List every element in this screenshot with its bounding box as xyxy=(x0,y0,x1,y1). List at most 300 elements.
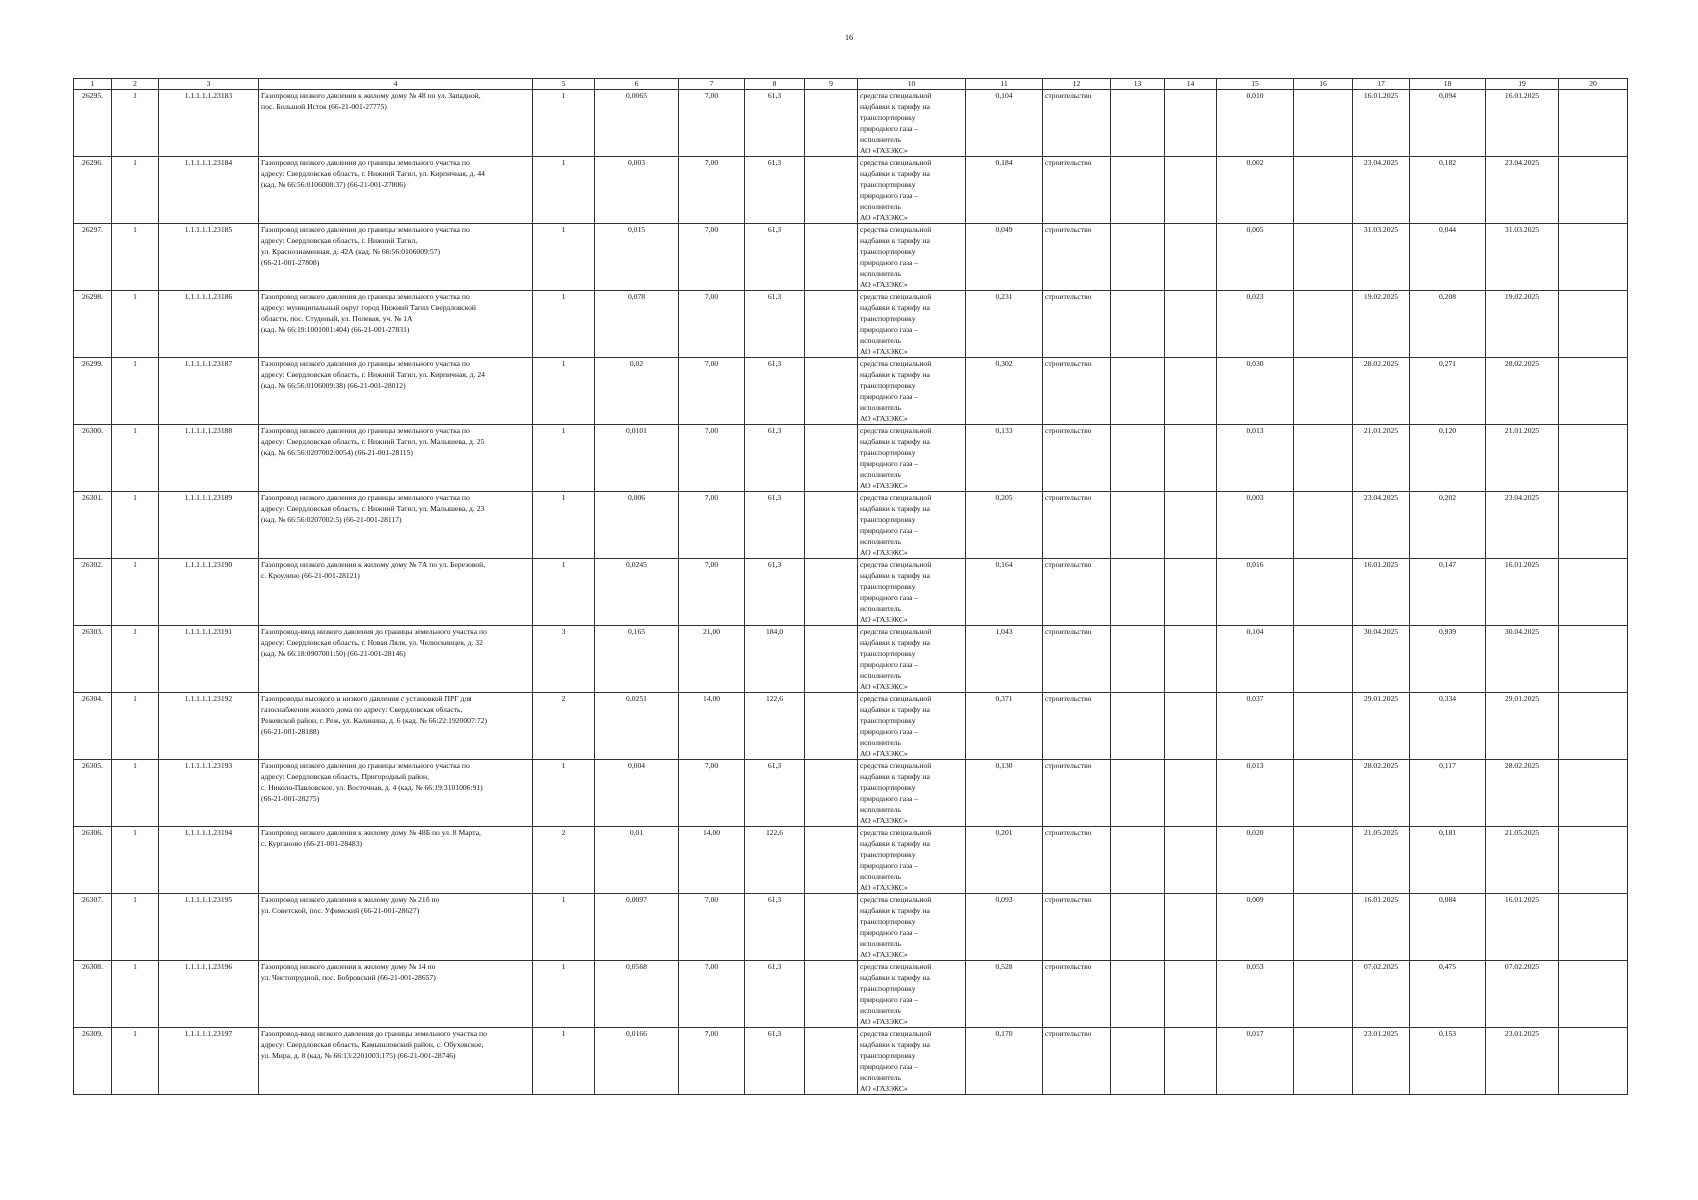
cell-col-4: Газопровод низкого давления до границы земельного участка по адресу: Свердловская область, г. Нижний Тагил, ул. Кирпичная, д. 24 (кад. № 66:56:0106009:38) (66-21-001-28012) xyxy=(259,358,533,425)
cell-col-6: 0,0097 xyxy=(595,894,679,961)
column-header-1: 1 xyxy=(74,79,112,90)
cell-col-13 xyxy=(1111,157,1165,224)
cell-col-15: 0,013 xyxy=(1217,425,1294,492)
cell-col-17: 23.04.2025 xyxy=(1353,157,1410,224)
cell-col-13 xyxy=(1111,559,1165,626)
cell-col-11: 0,231 xyxy=(966,291,1043,358)
column-header-8: 8 xyxy=(745,79,805,90)
cell-col-12: строительство xyxy=(1043,827,1111,894)
cell-col-12: строительство xyxy=(1043,291,1111,358)
cell-col-8: 61,3 xyxy=(745,157,805,224)
cell-col-3: 1.1.1.1.1.23183 xyxy=(159,90,259,157)
cell-col-11: 0,164 xyxy=(966,559,1043,626)
table-row xyxy=(74,626,1628,693)
cell-col-19: 21.05.2025 xyxy=(1486,827,1559,894)
table-row xyxy=(74,1028,1628,1095)
cell-col-9 xyxy=(805,358,858,425)
cell-col-9 xyxy=(805,894,858,961)
cell-col-2: 1 xyxy=(112,157,159,224)
cell-col-10: средства специальной надбавки к тарифу на транспортировку природного газа – исполнитель АО «ГАЗЭКС» xyxy=(858,90,966,157)
cell-col-10: средства специальной надбавки к тарифу на транспортировку природного газа – исполнитель АО «ГАЗЭКС» xyxy=(858,224,966,291)
cell-col-20 xyxy=(1559,827,1628,894)
cell-col-3: 1.1.1.1.1.23187 xyxy=(159,358,259,425)
cell-col-7: 7,00 xyxy=(679,1028,745,1095)
cell-col-11: 0,302 xyxy=(966,358,1043,425)
cell-col-18: 0,120 xyxy=(1410,425,1486,492)
cell-col-6: 0,0251 xyxy=(595,693,679,760)
cell-col-10: средства специальной надбавки к тарифу на транспортировку природного газа – исполнитель АО «ГАЗЭКС» xyxy=(858,827,966,894)
cell-col-7: 7,00 xyxy=(679,894,745,961)
cell-col-14 xyxy=(1165,760,1217,827)
cell-col-5: 3 xyxy=(533,626,595,693)
table-row xyxy=(74,90,1628,157)
cell-col-3: 1.1.1.1.1.23192 xyxy=(159,693,259,760)
cell-col-3: 1.1.1.1.1.23189 xyxy=(159,492,259,559)
cell-col-2: 1 xyxy=(112,961,159,1028)
cell-col-7: 21,00 xyxy=(679,626,745,693)
cell-col-17: 21.05.2025 xyxy=(1353,827,1410,894)
cell-col-18: 0,181 xyxy=(1410,827,1486,894)
cell-col-14 xyxy=(1165,291,1217,358)
cell-col-14 xyxy=(1165,894,1217,961)
cell-col-9 xyxy=(805,626,858,693)
table-row xyxy=(74,157,1628,224)
cell-col-3: 1.1.1.1.1.23196 xyxy=(159,961,259,1028)
cell-col-9 xyxy=(805,157,858,224)
cell-col-9 xyxy=(805,291,858,358)
cell-col-16 xyxy=(1294,760,1353,827)
cell-col-16 xyxy=(1294,425,1353,492)
cell-col-16 xyxy=(1294,492,1353,559)
cell-col-2: 1 xyxy=(112,559,159,626)
cell-col-18: 0,044 xyxy=(1410,224,1486,291)
cell-col-16 xyxy=(1294,358,1353,425)
cell-col-20 xyxy=(1559,425,1628,492)
cell-col-1: 26296. xyxy=(74,157,112,224)
cell-col-1: 26305. xyxy=(74,760,112,827)
cell-col-18: 0,182 xyxy=(1410,157,1486,224)
cell-col-12: строительство xyxy=(1043,492,1111,559)
cell-col-18: 0,094 xyxy=(1410,90,1486,157)
cell-col-6: 0,0101 xyxy=(595,425,679,492)
cell-col-9 xyxy=(805,425,858,492)
cell-col-8: 184,0 xyxy=(745,626,805,693)
table-row xyxy=(74,291,1628,358)
cell-col-15: 0,009 xyxy=(1217,894,1294,961)
cell-col-17: 23.01.2025 xyxy=(1353,1028,1410,1095)
cell-col-2: 1 xyxy=(112,492,159,559)
cell-col-12: строительство xyxy=(1043,961,1111,1028)
investment-program-table xyxy=(73,78,1628,1095)
cell-col-1: 26295. xyxy=(74,90,112,157)
cell-col-15: 0,016 xyxy=(1217,559,1294,626)
cell-col-7: 7,00 xyxy=(679,760,745,827)
cell-col-4: Газопровод низкого давления до границы земельного участка по адресу: Свердловская область, г. Нижний Тагил, ул. Кирпичная, д. 44 (кад. № 66:56:0106008:37) (66-21-001-27806) xyxy=(259,157,533,224)
cell-col-16 xyxy=(1294,626,1353,693)
cell-col-19: 07.02.2025 xyxy=(1486,961,1559,1028)
cell-col-14 xyxy=(1165,492,1217,559)
cell-col-3: 1.1.1.1.1.23190 xyxy=(159,559,259,626)
column-header-15: 15 xyxy=(1217,79,1294,90)
cell-col-13 xyxy=(1111,425,1165,492)
cell-col-9 xyxy=(805,961,858,1028)
cell-col-15: 0,005 xyxy=(1217,224,1294,291)
cell-col-12: строительство xyxy=(1043,425,1111,492)
cell-col-13 xyxy=(1111,961,1165,1028)
cell-col-17: 07.02.2025 xyxy=(1353,961,1410,1028)
cell-col-12: строительство xyxy=(1043,559,1111,626)
cell-col-2: 1 xyxy=(112,1028,159,1095)
cell-col-15: 0,037 xyxy=(1217,693,1294,760)
cell-col-13 xyxy=(1111,827,1165,894)
cell-col-5: 1 xyxy=(533,425,595,492)
cell-col-19: 23.01.2025 xyxy=(1486,1028,1559,1095)
cell-col-15: 0,003 xyxy=(1217,492,1294,559)
cell-col-15: 0,002 xyxy=(1217,157,1294,224)
cell-col-15: 0,010 xyxy=(1217,90,1294,157)
table-row xyxy=(74,961,1628,1028)
cell-col-13 xyxy=(1111,358,1165,425)
cell-col-4: Газопровод низкого давления до границы земельного участка по адресу: Свердловская область, г. Нижний Тагил, ул. Краснознаменная, д. 42А (кад. № 66:56:0106009:57) (66-21-001-27808) xyxy=(259,224,533,291)
cell-col-20 xyxy=(1559,90,1628,157)
cell-col-9 xyxy=(805,693,858,760)
cell-col-2: 1 xyxy=(112,224,159,291)
cell-col-4: Газопровод низкого давления до границы земельного участка по адресу: Свердловская область, Пригородный район, с. Николо-Павловское, ул. Восточная, д. 4 (кад. № 66:19:3101006:91) (66-21-001-28275) xyxy=(259,760,533,827)
cell-col-4: Газопровод низкого давления к жилому дому № 14 по ул. Чистопрудной, пос. Бобровский (66-21-001-28657) xyxy=(259,961,533,1028)
cell-col-5: 1 xyxy=(533,157,595,224)
cell-col-19: 16.01.2025 xyxy=(1486,559,1559,626)
column-header-18: 18 xyxy=(1410,79,1486,90)
cell-col-1: 26302. xyxy=(74,559,112,626)
cell-col-7: 7,00 xyxy=(679,291,745,358)
cell-col-2: 1 xyxy=(112,760,159,827)
cell-col-19: 16.01.2025 xyxy=(1486,90,1559,157)
cell-col-5: 1 xyxy=(533,760,595,827)
column-number-header-row xyxy=(74,79,1628,90)
cell-col-14 xyxy=(1165,961,1217,1028)
cell-col-19: 19.02.2025 xyxy=(1486,291,1559,358)
cell-col-18: 0,939 xyxy=(1410,626,1486,693)
cell-col-10: средства специальной надбавки к тарифу на транспортировку природного газа – исполнитель АО «ГАЗЭКС» xyxy=(858,760,966,827)
cell-col-8: 61,3 xyxy=(745,492,805,559)
column-header-20: 20 xyxy=(1559,79,1628,90)
cell-col-13 xyxy=(1111,224,1165,291)
cell-col-12: строительство xyxy=(1043,760,1111,827)
cell-col-11: 0,049 xyxy=(966,224,1043,291)
table-row xyxy=(74,693,1628,760)
cell-col-6: 0,078 xyxy=(595,291,679,358)
cell-col-5: 1 xyxy=(533,492,595,559)
cell-col-18: 0,147 xyxy=(1410,559,1486,626)
cell-col-20 xyxy=(1559,358,1628,425)
cell-col-2: 1 xyxy=(112,693,159,760)
cell-col-6: 0,0166 xyxy=(595,1028,679,1095)
cell-col-14 xyxy=(1165,827,1217,894)
cell-col-10: средства специальной надбавки к тарифу на транспортировку природного газа – исполнитель АО «ГАЗЭКС» xyxy=(858,157,966,224)
cell-col-16 xyxy=(1294,90,1353,157)
cell-col-7: 14,00 xyxy=(679,693,745,760)
cell-col-8: 61,3 xyxy=(745,358,805,425)
cell-col-9 xyxy=(805,1028,858,1095)
cell-col-20 xyxy=(1559,626,1628,693)
cell-col-5: 1 xyxy=(533,559,595,626)
cell-col-9 xyxy=(805,90,858,157)
column-header-7: 7 xyxy=(679,79,745,90)
cell-col-19: 23.04.2025 xyxy=(1486,492,1559,559)
cell-col-10: средства специальной надбавки к тарифу на транспортировку природного газа – исполнитель АО «ГАЗЭКС» xyxy=(858,693,966,760)
table-row xyxy=(74,492,1628,559)
cell-col-16 xyxy=(1294,559,1353,626)
cell-col-17: 16.01.2025 xyxy=(1353,559,1410,626)
cell-col-8: 61,3 xyxy=(745,425,805,492)
cell-col-10: средства специальной надбавки к тарифу на транспортировку природного газа – исполнитель АО «ГАЗЭКС» xyxy=(858,1028,966,1095)
cell-col-7: 7,00 xyxy=(679,961,745,1028)
cell-col-10: средства специальной надбавки к тарифу на транспортировку природного газа – исполнитель АО «ГАЗЭКС» xyxy=(858,291,966,358)
cell-col-10: средства специальной надбавки к тарифу на транспортировку природного газа – исполнитель АО «ГАЗЭКС» xyxy=(858,626,966,693)
cell-col-5: 2 xyxy=(533,693,595,760)
cell-col-8: 61,3 xyxy=(745,224,805,291)
table-row xyxy=(74,760,1628,827)
column-header-16: 16 xyxy=(1294,79,1353,90)
cell-col-13 xyxy=(1111,693,1165,760)
cell-col-17: 16.01.2025 xyxy=(1353,894,1410,961)
cell-col-7: 7,00 xyxy=(679,425,745,492)
column-header-2: 2 xyxy=(112,79,159,90)
cell-col-1: 26308. xyxy=(74,961,112,1028)
column-header-3: 3 xyxy=(159,79,259,90)
cell-col-7: 7,00 xyxy=(679,90,745,157)
cell-col-20 xyxy=(1559,760,1628,827)
cell-col-12: строительство xyxy=(1043,358,1111,425)
cell-col-17: 28.02.2025 xyxy=(1353,760,1410,827)
cell-col-17: 28.02.2025 xyxy=(1353,358,1410,425)
cell-col-20 xyxy=(1559,894,1628,961)
cell-col-10: средства специальной надбавки к тарифу на транспортировку природного газа – исполнитель АО «ГАЗЭКС» xyxy=(858,358,966,425)
cell-col-11: 0,093 xyxy=(966,894,1043,961)
cell-col-20 xyxy=(1559,492,1628,559)
cell-col-12: строительство xyxy=(1043,224,1111,291)
cell-col-16 xyxy=(1294,157,1353,224)
cell-col-20 xyxy=(1559,224,1628,291)
cell-col-4: Газопровод низкого давления до границы земельного участка по адресу: муниципальный округ город Нижний Тагил Свердловской области, пос. Студеный, ул. Полевая, уч. № 1А (кад. № 66:19:1001001:404) (66-21-001-27831) xyxy=(259,291,533,358)
cell-col-15: 0,013 xyxy=(1217,760,1294,827)
cell-col-16 xyxy=(1294,291,1353,358)
column-header-14: 14 xyxy=(1165,79,1217,90)
cell-col-17: 19.02.2025 xyxy=(1353,291,1410,358)
cell-col-16 xyxy=(1294,224,1353,291)
cell-col-8: 122,6 xyxy=(745,827,805,894)
cell-col-10: средства специальной надбавки к тарифу на транспортировку природного газа – исполнитель АО «ГАЗЭКС» xyxy=(858,492,966,559)
cell-col-8: 61,3 xyxy=(745,961,805,1028)
cell-col-8: 61,3 xyxy=(745,894,805,961)
column-header-11: 11 xyxy=(966,79,1043,90)
cell-col-4: Газопроводы высокого и низкого давления с установкой ПРГ для газоснабжения жилого дома по адресу: Свердловская область, Режевской район, г. Реж, ул. Калинина, д. 6 (кад. № 66:22:1920007:72) (66-21-001-28188) xyxy=(259,693,533,760)
cell-col-16 xyxy=(1294,894,1353,961)
cell-col-16 xyxy=(1294,1028,1353,1095)
cell-col-20 xyxy=(1559,157,1628,224)
cell-col-15: 0,104 xyxy=(1217,626,1294,693)
cell-col-7: 7,00 xyxy=(679,559,745,626)
cell-col-19: 21.01.2025 xyxy=(1486,425,1559,492)
cell-col-6: 0,006 xyxy=(595,492,679,559)
cell-col-1: 26301. xyxy=(74,492,112,559)
cell-col-5: 1 xyxy=(533,90,595,157)
cell-col-12: строительство xyxy=(1043,157,1111,224)
cell-col-1: 26299. xyxy=(74,358,112,425)
cell-col-13 xyxy=(1111,90,1165,157)
column-header-17: 17 xyxy=(1353,79,1410,90)
cell-col-4: Газопровод-ввод низкого давления до границы земельного участка по адресу: Свердловская область, г. Новая Ляля, ул. Челюскинцев, д. 32 (кад. № 66:18:0907001:50) (66-21-001-28146) xyxy=(259,626,533,693)
cell-col-6: 0,0245 xyxy=(595,559,679,626)
table-row xyxy=(74,894,1628,961)
cell-col-1: 26298. xyxy=(74,291,112,358)
cell-col-17: 30.04.2025 xyxy=(1353,626,1410,693)
column-header-10: 10 xyxy=(858,79,966,90)
cell-col-18: 0,271 xyxy=(1410,358,1486,425)
cell-col-13 xyxy=(1111,760,1165,827)
cell-col-18: 0,117 xyxy=(1410,760,1486,827)
cell-col-1: 26297. xyxy=(74,224,112,291)
cell-col-3: 1.1.1.1.1.23197 xyxy=(159,1028,259,1095)
cell-col-8: 61,3 xyxy=(745,1028,805,1095)
cell-col-10: средства специальной надбавки к тарифу на транспортировку природного газа – исполнитель АО «ГАЗЭКС» xyxy=(858,961,966,1028)
cell-col-14 xyxy=(1165,626,1217,693)
cell-col-2: 1 xyxy=(112,358,159,425)
cell-col-7: 7,00 xyxy=(679,224,745,291)
cell-col-1: 26304. xyxy=(74,693,112,760)
table-row xyxy=(74,224,1628,291)
table-row xyxy=(74,358,1628,425)
cell-col-18: 0,334 xyxy=(1410,693,1486,760)
cell-col-18: 0,208 xyxy=(1410,291,1486,358)
cell-col-12: строительство xyxy=(1043,90,1111,157)
cell-col-15: 0,017 xyxy=(1217,1028,1294,1095)
cell-col-14 xyxy=(1165,358,1217,425)
cell-col-19: 28.02.2025 xyxy=(1486,760,1559,827)
cell-col-6: 0,165 xyxy=(595,626,679,693)
cell-col-2: 1 xyxy=(112,291,159,358)
cell-col-16 xyxy=(1294,693,1353,760)
cell-col-13 xyxy=(1111,626,1165,693)
cell-col-2: 1 xyxy=(112,626,159,693)
cell-col-5: 1 xyxy=(533,894,595,961)
cell-col-5: 1 xyxy=(533,291,595,358)
cell-col-8: 61,3 xyxy=(745,760,805,827)
cell-col-11: 0,184 xyxy=(966,157,1043,224)
cell-col-5: 1 xyxy=(533,358,595,425)
cell-col-4: Газопровод низкого давления к жилому дому № 7А по ул. Березовой, с. Кроулино (66-21-001-28121) xyxy=(259,559,533,626)
cell-col-18: 0,475 xyxy=(1410,961,1486,1028)
cell-col-15: 0,020 xyxy=(1217,827,1294,894)
cell-col-14 xyxy=(1165,157,1217,224)
cell-col-7: 7,00 xyxy=(679,157,745,224)
table-row xyxy=(74,425,1628,492)
cell-col-3: 1.1.1.1.1.23186 xyxy=(159,291,259,358)
cell-col-6: 0,01 xyxy=(595,827,679,894)
cell-col-16 xyxy=(1294,827,1353,894)
column-header-9: 9 xyxy=(805,79,858,90)
cell-col-3: 1.1.1.1.1.23191 xyxy=(159,626,259,693)
cell-col-20 xyxy=(1559,1028,1628,1095)
column-header-19: 19 xyxy=(1486,79,1559,90)
cell-col-8: 61,3 xyxy=(745,90,805,157)
cell-col-11: 0,104 xyxy=(966,90,1043,157)
cell-col-20 xyxy=(1559,693,1628,760)
cell-col-7: 7,00 xyxy=(679,358,745,425)
cell-col-17: 29.01.2025 xyxy=(1353,693,1410,760)
cell-col-12: строительство xyxy=(1043,693,1111,760)
cell-col-3: 1.1.1.1.1.23193 xyxy=(159,760,259,827)
cell-col-4: Газопровод низкого давления до границы земельного участка по адресу: Свердловская область, г. Нижний Тагил, ул. Малышева, д. 23 (кад. № 66:56:0207002:5) (66-21-001-28117) xyxy=(259,492,533,559)
cell-col-9 xyxy=(805,492,858,559)
cell-col-3: 1.1.1.1.1.23185 xyxy=(159,224,259,291)
cell-col-17: 21.01.2025 xyxy=(1353,425,1410,492)
cell-col-11: 0,130 xyxy=(966,760,1043,827)
cell-col-20 xyxy=(1559,961,1628,1028)
cell-col-4: Газопровод низкого давления к жилому дому № 21б по ул. Советской, пос. Уфимский (66-21-001-28627) xyxy=(259,894,533,961)
cell-col-14 xyxy=(1165,90,1217,157)
cell-col-12: строительство xyxy=(1043,626,1111,693)
cell-col-14 xyxy=(1165,425,1217,492)
cell-col-3: 1.1.1.1.1.23194 xyxy=(159,827,259,894)
cell-col-6: 0,004 xyxy=(595,760,679,827)
cell-col-10: средства специальной надбавки к тарифу на транспортировку природного газа – исполнитель АО «ГАЗЭКС» xyxy=(858,894,966,961)
cell-col-4: Газопровод низкого давления к жилому дому № 48 по ул. Западной, пос. Большой Исток (66-21-001-27775) xyxy=(259,90,533,157)
cell-col-13 xyxy=(1111,492,1165,559)
column-header-13: 13 xyxy=(1111,79,1165,90)
cell-col-6: 0,015 xyxy=(595,224,679,291)
cell-col-11: 0,528 xyxy=(966,961,1043,1028)
cell-col-15: 0,053 xyxy=(1217,961,1294,1028)
cell-col-15: 0,023 xyxy=(1217,291,1294,358)
cell-col-19: 31.03.2025 xyxy=(1486,224,1559,291)
cell-col-18: 0,084 xyxy=(1410,894,1486,961)
cell-col-1: 26300. xyxy=(74,425,112,492)
cell-col-20 xyxy=(1559,559,1628,626)
cell-col-10: средства специальной надбавки к тарифу на транспортировку природного газа – исполнитель АО «ГАЗЭКС» xyxy=(858,559,966,626)
cell-col-18: 0,153 xyxy=(1410,1028,1486,1095)
cell-col-14 xyxy=(1165,224,1217,291)
cell-col-6: 0,0065 xyxy=(595,90,679,157)
cell-col-2: 1 xyxy=(112,827,159,894)
cell-col-15: 0,030 xyxy=(1217,358,1294,425)
cell-col-14 xyxy=(1165,559,1217,626)
page-number: 16 xyxy=(845,33,853,42)
cell-col-4: Газопровод низкого давления к жилому дому № 48Б по ул. 8 Марта, с. Курганово (66-21-001-28483) xyxy=(259,827,533,894)
cell-col-5: 1 xyxy=(533,1028,595,1095)
cell-col-9 xyxy=(805,760,858,827)
cell-col-4: Газопровод низкого давления до границы земельного участка по адресу: Свердловская область, г. Нижний Тагил, ул. Малышева, д. 25 (кад. № 66:56:0207002:0054) (66-21-001-28115) xyxy=(259,425,533,492)
cell-col-11: 1,043 xyxy=(966,626,1043,693)
cell-col-8: 122,6 xyxy=(745,693,805,760)
cell-col-5: 2 xyxy=(533,827,595,894)
column-header-4: 4 xyxy=(259,79,533,90)
cell-col-5: 1 xyxy=(533,224,595,291)
cell-col-18: 0,202 xyxy=(1410,492,1486,559)
cell-col-11: 0,170 xyxy=(966,1028,1043,1095)
cell-col-19: 30.04.2025 xyxy=(1486,626,1559,693)
cell-col-19: 16.01.2025 xyxy=(1486,894,1559,961)
cell-col-1: 26303. xyxy=(74,626,112,693)
cell-col-4: Газопровод-ввод низкого давления до границы земельного участка по адресу: Свердловская область, Камышловский район, с. Обуховское, ул. Мира, д. 8 (кад. № 66:13:2201003:175) (66-21-001-28746) xyxy=(259,1028,533,1095)
cell-col-13 xyxy=(1111,1028,1165,1095)
cell-col-7: 14,00 xyxy=(679,827,745,894)
cell-col-10: средства специальной надбавки к тарифу на транспортировку природного газа – исполнитель АО «ГАЗЭКС» xyxy=(858,425,966,492)
cell-col-12: строительство xyxy=(1043,1028,1111,1095)
cell-col-3: 1.1.1.1.1.23195 xyxy=(159,894,259,961)
cell-col-17: 16.01.2025 xyxy=(1353,90,1410,157)
cell-col-20 xyxy=(1559,291,1628,358)
